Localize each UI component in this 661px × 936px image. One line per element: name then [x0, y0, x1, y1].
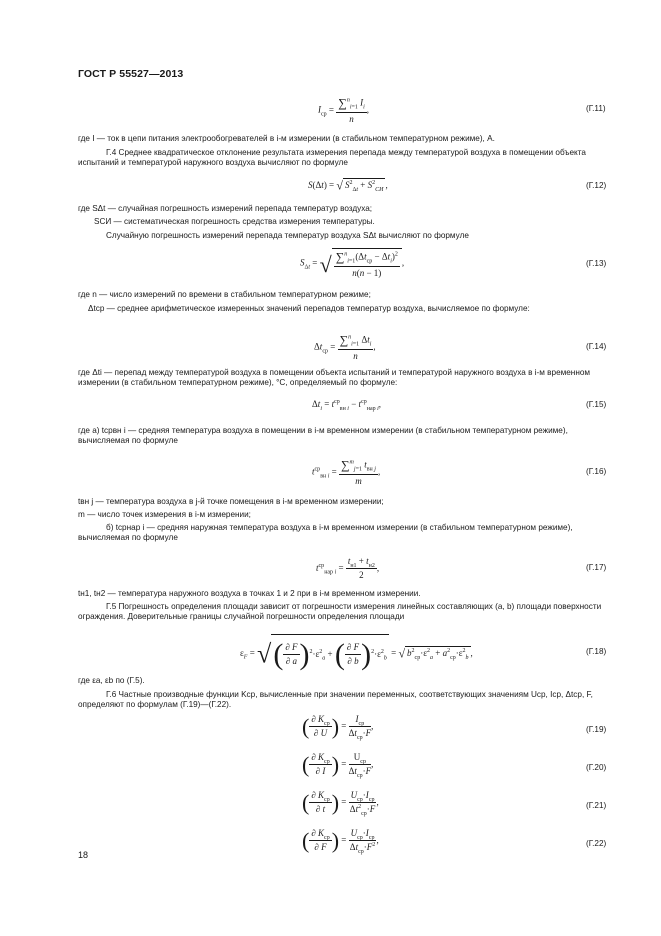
equation-number: (Г.13) — [586, 259, 607, 268]
equation-g20: ( $\frac{\partial K_{ср}}{\partial I}$ ) = $\frac{U_{ср}}{\Delta t_{ср}\cdot F}$ , — [302, 752, 374, 780]
page-number: 18 — [78, 850, 89, 860]
paragraph: tвн j — температура воздуха в j-й точке помещения в i-м временном измерении; — [78, 497, 384, 506]
equation-g16: $t^{ср}_{вн i}$ = $\frac{\sum^m_{j=1} t_{вн j}}{m}$ , — [312, 458, 381, 486]
equation-g15: $\Delta t_i = t^{ср}_{вн i} - t^{ср}_{нар i}$, — [312, 399, 382, 412]
equation-g18: $\varepsilon_F$ = √( $\frac{\partial F}{\partial a}$ )$^2\cdot\varepsilon^2_a$ + ( $\frac{\partial F}{\partial b}$ )$^2\cdot\varepsilon^2_b$ = √ $b^2_{ср}\cdot\varepsilon^2_a + a^2_{ср}\cdot\varepsilon^2_b$, — [240, 634, 473, 674]
equation-number: (Г.14) — [586, 342, 607, 351]
equation-g12: S(Δt) = √ $S^2_{\Delta t} + S^2_{СИ}$, — [308, 178, 388, 193]
equation-number: (Г.17) — [586, 563, 607, 572]
paragraph: tн1, tн2 — температура наружного воздуха в точках 1 и 2 при в i-м временном измерении. — [78, 589, 421, 598]
paragraph: где εa, εb по (Г.5). — [78, 676, 145, 685]
paragraph: Δtср — среднее арифметическое измеренных значений перепадов температур воздуха, вычисляемое по формуле: — [88, 304, 530, 313]
equation-number: (Г.18) — [586, 647, 607, 656]
equation-number: (Г.15) — [586, 400, 607, 409]
equation-g14: $\Delta t_{ср}$ = $\frac{\sum^n_{i=1} \Delta t_i}{n}$ , — [314, 333, 376, 361]
equation-g17: $t^{ср}_{нар i}$ = $\frac{t_{н1} + t_{н2}}{2}$ , — [316, 556, 380, 581]
paragraph: где I — ток в цепи питания электрообогревателей в i-м измерении (в стабильном температурном режиме), А. — [78, 134, 495, 143]
paragraph: где n — число измерений по времени в стабильном температурном режиме; — [78, 290, 371, 299]
equation-number: (Г.22) — [586, 839, 607, 848]
paragraph: Г.4 Среднее квадратическое отклонение результата измерения перепада между температурой воздуха в помещении объекта испытаний и температурой наружного воздуха вычисляют по формуле — [78, 148, 586, 168]
paragraph: где SΔt — случайная погрешность измерений перепада температур воздуха; — [78, 204, 373, 213]
paragraph: m — число точек измерения в i-м измерении; — [78, 510, 251, 519]
paragraph: где а) tсрвн i — средняя температура воздуха в помещении в i-м временном измерении (в стабильном температурном режиме), вычисляемая по формуле — [78, 426, 568, 446]
paragraph: Случайную погрешность измерений перепада температур воздуха SΔt вычисляют по формуле — [106, 231, 469, 240]
equation-number: (Г.11) — [586, 104, 606, 113]
equation-g22: ( $\frac{\partial K_{ср}}{\partial F}$ ) = $\frac{U_{ср}\cdot I_{ср}}{\Delta t_{ср}\cdot F^2}$ , — [302, 828, 379, 856]
equation-number: (Г.20) — [586, 763, 607, 772]
paragraph: где Δti — перепад между температурой воздуха в помещении объекта испытаний и температурой наружного воздуха в i-м временном измерении (в стабильном температурном режиме), °С, определяемый по формуле: — [78, 368, 591, 388]
equation-number: (Г.21) — [586, 801, 607, 810]
document-header: ГОСТ Р 55527—2013 — [78, 68, 184, 80]
paragraph: SСИ — систематическая погрешность средства измерения температуры. — [94, 217, 375, 226]
equation-number: (Г.12) — [586, 181, 607, 190]
equation-g11: $I_{ср}$ = $\frac{\sum^n_{i=1} I_i}{n}$ , — [318, 96, 370, 124]
paragraph: Г.6 Частные производные функции Kср, вычисленные при значении переменных, соответствующих значениям Uср, Iср, Δtср, F, определяют по формулам (Г.19)—(Г.22). — [78, 690, 593, 710]
equation-g19: ( $\frac{\partial K_{ср}}{\partial U}$ ) = $\frac{I_{ср}}{\Delta t_{ср}\cdot F}$ , — [302, 714, 374, 742]
equation-number: (Г.19) — [586, 725, 607, 734]
equation-number: (Г.16) — [586, 467, 607, 476]
paragraph: Г.5 Погрешность определения площади зависит от погрешности измерения линейных составляющих (a, b) площади поверхности ограждения. Доверительные границы случайной погрешности определения площади — [78, 602, 602, 622]
paragraph: б) tсрнар i — средняя наружная температура воздуха в i-м временном измерении (в стабильном температурном режиме), вычисляемая по формуле — [78, 523, 573, 543]
equation-g13: $S_{\Delta t}$ = √ $\frac{\sum^n_{i=1}(\Delta t_{ср} - \Delta t_i)^2}{n(n - 1)}$ , — [300, 250, 405, 278]
equation-g21: ( $\frac{\partial K_{ср}}{\partial t}$ ) = $\frac{U_{ср}\cdot I_{ср}}{\Delta t^2_{ср}\cdot F}$ , — [302, 790, 379, 818]
